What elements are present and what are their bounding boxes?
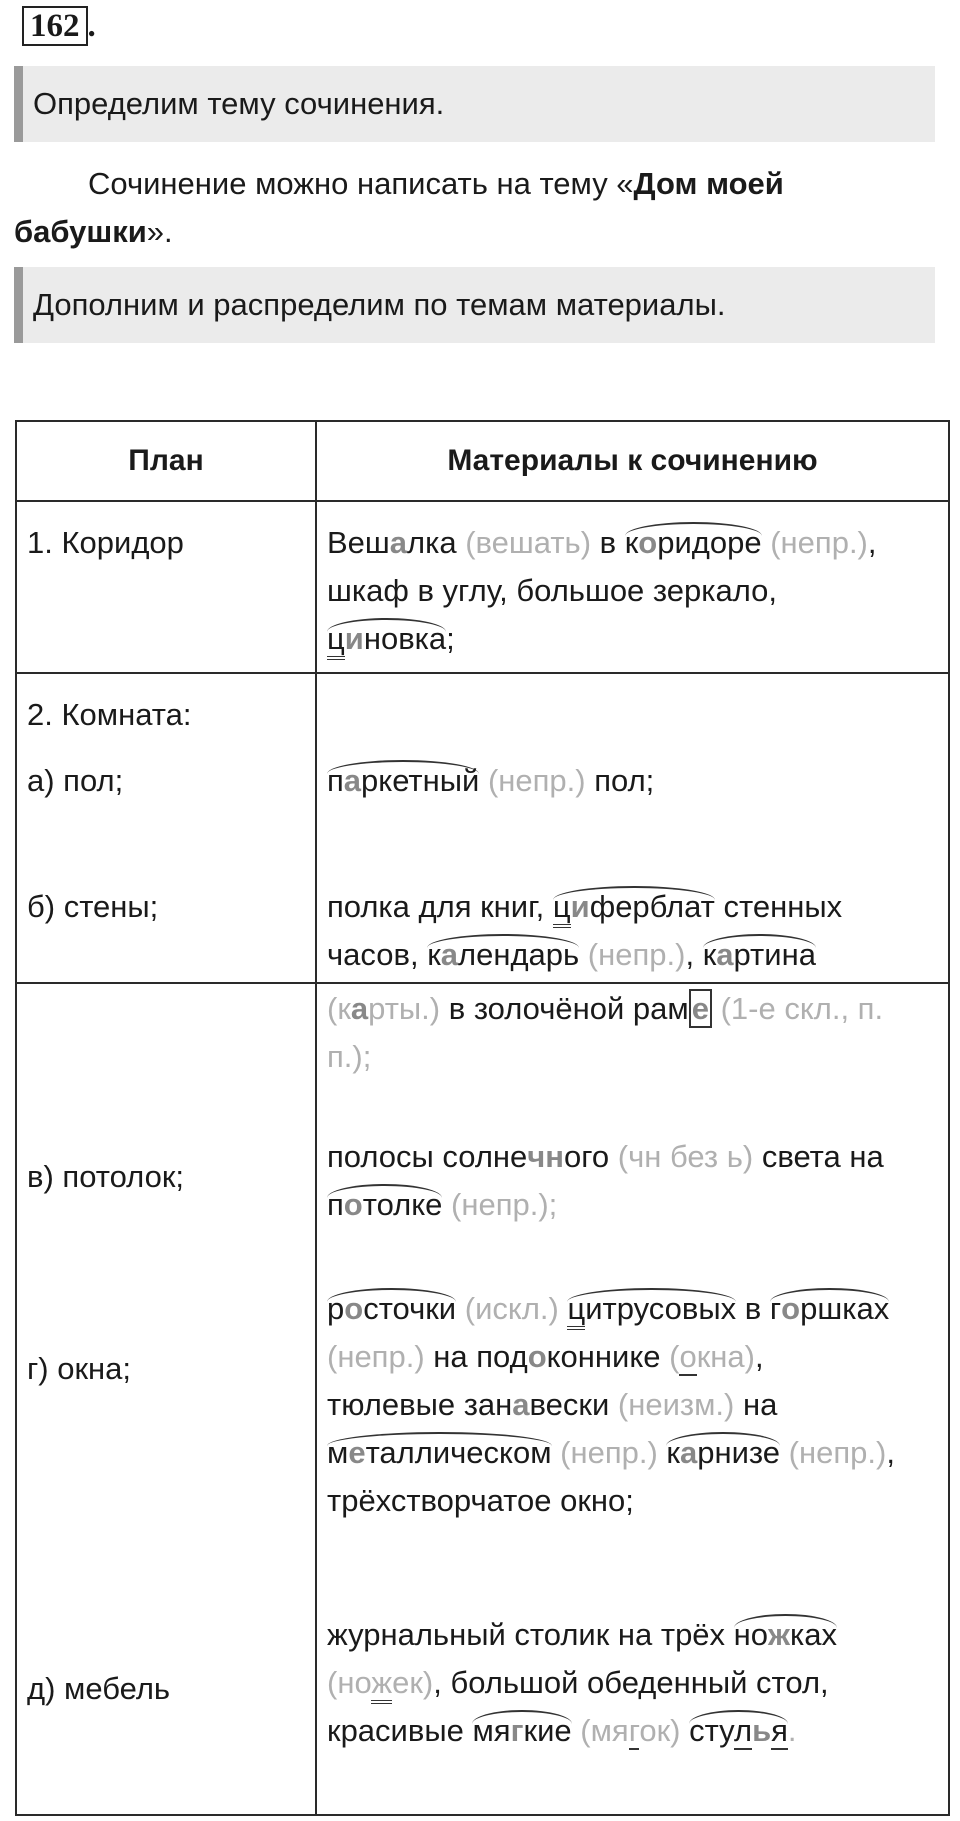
instruction-band-1: Определим тему сочинения.	[14, 66, 935, 142]
plan-cell-room: 2. Комната: а) пол; б) стены;	[16, 673, 316, 983]
materials-cell-room: паркетный (непр.) пол; полка для книг, циферблат стенных часов, календарь (непр.), картина	[316, 673, 949, 983]
task-number: 162 .	[22, 8, 96, 44]
plan-table	[15, 420, 950, 1816]
plan-header: План	[16, 421, 316, 501]
materials-cell-corridor: Вешалка (вешать) в коридоре (непр.), шкаф в углу, большое зеркало, циновка;	[316, 501, 949, 673]
materials-header: Материалы к сочинению	[316, 421, 949, 501]
plan-cell-corridor: 1. Коридор	[16, 501, 316, 673]
intro-paragraph: Сочинение можно написать на тему «Дом моей бабушки».	[14, 166, 784, 249]
materials-cell-details: (карты.) в золочёной раме (1-е скл., п. п.); полосы солнечного (чн без ь) света на потолке (непр.); росточки (искл.) цитрусовых в горшках (непр.) на подоконнике (окна), тюлевые занавески (неизм.) на металлическом (непр.) карнизе (непр.), трёхстворчатое окно; журнальный столик на трёх ножках (ножек), большой обеденный стол, красивые мягкие (мягок) стулья.	[316, 983, 949, 1815]
plan-cell-details: в) потолок; г) окна; д) мебель	[16, 983, 316, 1815]
instruction-band-2: Дополним и распределим по темам материалы.	[14, 267, 935, 343]
